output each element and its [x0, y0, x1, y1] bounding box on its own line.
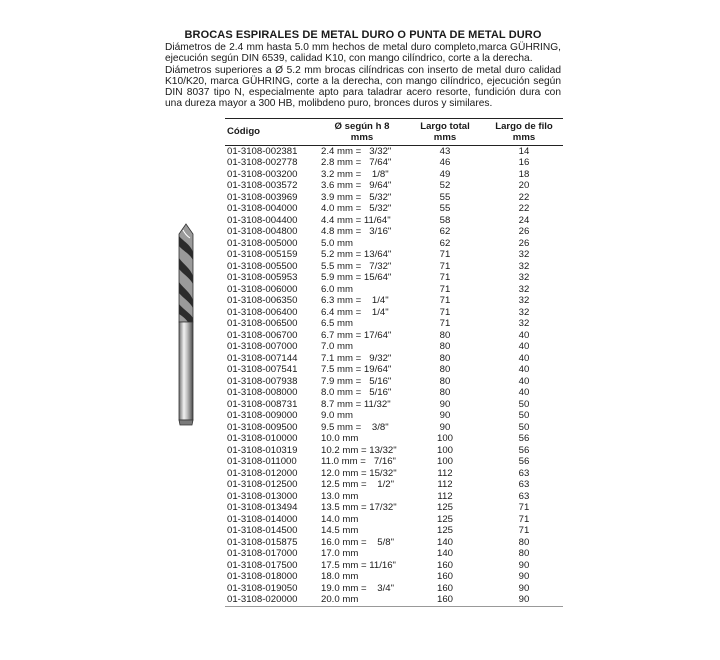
cell-diameter: 18.0 mm: [321, 571, 359, 582]
table-row: [225, 560, 563, 572]
cell-flute-length: 90: [518, 559, 530, 571]
cell-total-length: 90: [439, 410, 451, 421]
cell-diameter: 5.5 mm = 7/32": [321, 260, 392, 272]
table-row: [225, 272, 563, 284]
cell-code: 01-3108-018000: [227, 571, 298, 582]
cell-total-length: 55: [439, 191, 451, 203]
cell-flute-length: 90: [485, 594, 563, 606]
table-row: [225, 537, 563, 549]
cell-diameter: 8.0 mm = 5/16": [321, 387, 392, 398]
cell-code: 01-3108-004400: [227, 214, 298, 226]
table-row: [225, 399, 563, 411]
cell-flute-length: 32: [518, 283, 530, 295]
cell-diameter: 6.5 mm: [321, 318, 353, 329]
cell-flute-length: 71: [518, 502, 530, 513]
cell-code: 01-3108-004000: [227, 203, 298, 214]
cell-flute-length: 50: [518, 421, 530, 433]
cell-code: 01-3108-015875: [227, 536, 298, 548]
cell-total-length: 49: [439, 168, 451, 180]
table-row: [225, 479, 563, 491]
cell-diameter: 6.3 mm = 1/4": [321, 295, 389, 306]
header-diameter: Ø según h 8 mms: [334, 121, 390, 143]
cell-code: 01-3108-017500: [227, 559, 298, 571]
cell-diameter: 13.0 mm: [321, 490, 359, 502]
cell-diameter: 6.7 mm = 17/64": [321, 329, 392, 341]
cell-diameter: 17.0 mm: [321, 548, 359, 559]
cell-diameter: 8.7 mm = 11/32": [321, 398, 391, 410]
table-body: [225, 145, 563, 606]
cell-code: 01-3108-012500: [227, 479, 298, 490]
cell-diameter: 7.5 mm = 19/64": [321, 364, 392, 375]
cell-diameter: 3.6 mm = 9/64": [321, 180, 392, 191]
cell-flute-length: 71: [518, 513, 530, 525]
cell-diameter: 19.0 mm = 3/4": [321, 582, 394, 594]
cell-total-length: 112: [437, 479, 453, 490]
table-row: [225, 261, 563, 273]
cell-total-length: 80: [439, 364, 451, 375]
cell-flute-length: 24: [518, 214, 530, 226]
cell-flute-length: 22: [518, 203, 530, 214]
cell-flute-length: 16: [518, 157, 530, 168]
cell-diameter: 14.0 mm: [321, 513, 359, 525]
cell-diameter: 10.2 mm = 13/32": [321, 444, 397, 456]
cell-diameter: 4.8 mm = 3/16": [321, 226, 392, 237]
cell-flute-length: 40: [518, 341, 530, 352]
cell-code: 01-3108-005159: [227, 249, 298, 260]
cell-flute-length: 63: [518, 490, 530, 502]
cell-code: 01-3108-014000: [227, 513, 298, 525]
cell-code: 01-3108-005000: [227, 237, 298, 249]
table-row: [225, 215, 563, 227]
cell-flute-length: 63: [518, 467, 530, 479]
cell-total-length: 140: [436, 548, 453, 559]
cell-total-length: 80: [439, 329, 451, 341]
cell-total-length: 112: [437, 490, 453, 502]
table-row: [225, 203, 563, 215]
cell-total-length: 100: [436, 433, 453, 444]
cell-diameter: 12.0 mm = 15/32": [321, 467, 397, 479]
cell-total-length: 58: [439, 214, 451, 226]
cell-code: 01-3108-003969: [227, 191, 298, 203]
cell-total-length: 43: [439, 145, 451, 157]
cell-diameter: 9.5 mm = 3/8": [321, 421, 389, 433]
cell-total-length: 112: [437, 467, 453, 479]
cell-diameter: 4.0 mm = 5/32": [321, 203, 392, 214]
cell-total-length: 140: [436, 536, 453, 548]
cell-flute-length: 22: [518, 191, 530, 203]
cell-diameter: 12.5 mm = 1/2": [321, 479, 394, 490]
cell-code: 01-3108-012000: [227, 467, 298, 479]
cell-code: 01-3108-006000: [227, 283, 298, 295]
cell-flute-length: 32: [518, 249, 530, 260]
table-row: [225, 468, 563, 480]
cell-code: 01-3108-009000: [227, 410, 298, 421]
table-row: [225, 456, 563, 468]
table-row: [225, 583, 563, 595]
cell-flute-length: 50: [518, 410, 530, 421]
cell-flute-length: 71: [518, 525, 530, 536]
cell-diameter: 3.2 mm = 1/8": [321, 168, 389, 180]
twist-drill-icon: [172, 222, 200, 428]
cell-code: 01-3108-005500: [227, 260, 298, 272]
cell-code: 01-3108-008731: [227, 398, 298, 410]
cell-flute-length: 14: [518, 145, 530, 157]
cell-code: 01-3108-013000: [227, 490, 298, 502]
cell-diameter: 7.1 mm = 9/32": [321, 352, 392, 364]
cell-code: 01-3108-010000: [227, 433, 298, 444]
cell-code: 01-3108-017000: [227, 548, 298, 559]
table-row: [225, 318, 563, 330]
table-row: [225, 364, 563, 376]
table-row: [225, 284, 563, 296]
cell-flute-length: 32: [518, 295, 530, 306]
table-header-row: [225, 119, 563, 145]
table-row: [225, 422, 563, 434]
cell-diameter: 20.0 mm: [319, 594, 405, 606]
table-row: [225, 341, 563, 353]
cell-diameter: 11.0 mm = 7/16": [321, 456, 396, 467]
table-row: [225, 169, 563, 181]
table-row: [225, 180, 563, 192]
cell-flute-length: 50: [518, 398, 530, 410]
cell-flute-length: 26: [518, 237, 530, 249]
cell-flute-length: 32: [518, 272, 530, 283]
cell-code: 01-3108-005953: [227, 272, 298, 283]
table-row: [225, 433, 563, 445]
cell-diameter: 5.2 mm = 13/64": [321, 249, 392, 260]
cell-code: 01-3108-007000: [227, 341, 298, 352]
cell-code: 01-3108-002778: [227, 157, 298, 168]
cell-diameter: 6.4 mm = 1/4": [321, 306, 389, 318]
cell-code: 01-3108-010319: [227, 444, 298, 456]
cell-diameter: 17.5 mm = 11/16": [321, 559, 396, 571]
cell-code: 01-3108-006400: [227, 306, 298, 318]
cell-total-length: 160: [436, 582, 453, 594]
cell-flute-length: 56: [518, 456, 530, 467]
drill-specs-table: [225, 118, 563, 607]
cell-diameter: 5.0 mm: [321, 237, 353, 249]
cell-total-length: 160: [436, 559, 453, 571]
cell-total-length: 71: [439, 295, 451, 306]
table-row: [225, 525, 563, 537]
cell-diameter: 2.8 mm = 7/64": [321, 157, 392, 168]
cell-flute-length: 32: [518, 306, 530, 318]
cell-total-length: 62: [439, 237, 451, 249]
cell-code: 01-3108-020000: [225, 594, 319, 606]
table-row: [225, 387, 563, 399]
cell-flute-length: 32: [518, 260, 530, 272]
cell-total-length: 71: [439, 318, 451, 329]
cell-diameter: 7.9 mm = 5/16": [321, 375, 392, 387]
header-flute-length: Largo de filo mms: [495, 121, 553, 143]
table-row: [225, 445, 563, 457]
table-row: [225, 249, 563, 261]
cell-code: 01-3108-007144: [227, 352, 298, 364]
cell-total-length: 71: [439, 306, 451, 318]
table-row: [225, 226, 563, 238]
table-row: [225, 330, 563, 342]
cell-flute-length: 18: [518, 168, 530, 180]
table-row: [225, 307, 563, 319]
cell-code: 01-3108-003572: [227, 180, 298, 191]
cell-flute-length: 63: [518, 479, 530, 490]
cell-diameter: 6.0 mm: [321, 283, 353, 295]
cell-diameter: 5.9 mm = 15/64": [321, 272, 392, 283]
table-row: [225, 157, 563, 169]
page-title: BROCAS ESPIRALES DE METAL DURO O PUNTA DE METAL DURO: [184, 29, 542, 41]
cell-flute-length: 80: [518, 536, 530, 548]
cell-flute-length: 26: [518, 226, 530, 237]
cell-total-length: 71: [439, 249, 451, 260]
header-total-length: Largo total mms: [420, 121, 470, 143]
table-row: [225, 514, 563, 526]
cell-total-length: 100: [436, 456, 453, 467]
header-code: Código: [227, 126, 261, 137]
cell-flute-length: 32: [518, 318, 530, 329]
description-paragraph-carbide-tipped: Diámetros superiores a Ø 5.2 mm brocas cilíndricas con inserto de metal duro calidad K10/K20, marca GÜHRING, corte a la derecha, con mango cilíndrico, ejecución según DIN 8037 tipo N, especialmente apto para taladrar acero resorte, fundición dura con una dureza mayor a 300 HB, molibdeno puro, bronces duros y similares.: [165, 64, 561, 110]
cell-flute-length: 80: [518, 548, 530, 559]
cell-total-length: 80: [439, 352, 451, 364]
cell-diameter: 13.5 mm = 17/32": [321, 502, 397, 513]
cell-total-length: 90: [439, 398, 451, 410]
cell-flute-length: 40: [518, 387, 530, 398]
cell-total-length: 160: [436, 571, 453, 582]
cell-code: 01-3108-013494: [227, 502, 298, 513]
cell-diameter: 14.5 mm: [321, 525, 359, 536]
table-row: [225, 410, 563, 422]
table-row: [225, 192, 563, 204]
cell-total-length: 160: [405, 594, 485, 606]
table-row: [225, 353, 563, 365]
cell-flute-length: 40: [518, 364, 530, 375]
cell-flute-length: 90: [518, 582, 530, 594]
cell-diameter: 4.4 mm = 11/64": [321, 214, 391, 226]
cell-diameter: 3.9 mm = 5/32": [321, 191, 392, 203]
cell-flute-length: 40: [518, 329, 530, 341]
cell-diameter: 10.0 mm: [321, 433, 359, 444]
cell-total-length: 80: [439, 375, 451, 387]
cell-code: 01-3108-007938: [227, 375, 298, 387]
cell-total-length: 52: [439, 180, 451, 191]
cell-diameter: 9.0 mm: [321, 410, 353, 421]
cell-diameter: 2.4 mm = 3/32": [321, 145, 392, 157]
table-row: [225, 295, 563, 307]
cell-code: 01-3108-006500: [227, 318, 298, 329]
cell-code: 01-3108-009500: [227, 421, 298, 433]
cell-total-length: 100: [436, 444, 453, 456]
cell-flute-length: 56: [518, 444, 530, 456]
cell-total-length: 71: [439, 272, 451, 283]
cell-code: 01-3108-014500: [227, 525, 298, 536]
description-paragraph-solid-carbide: Diámetros de 2.4 mm hasta 5.0 mm hechos de metal duro completo,marca GÜHRING, ejecución según DIN 6539, calidad K10, con mango cilíndrico, corte a la derecha.: [165, 42, 561, 65]
cell-flute-length: 40: [518, 375, 530, 387]
cell-flute-length: 40: [518, 352, 530, 364]
cell-total-length: 71: [439, 260, 451, 272]
cell-total-length: 46: [439, 157, 451, 168]
cell-total-length: 90: [439, 421, 451, 433]
table-row: [225, 571, 563, 583]
cell-code: 01-3108-002381: [227, 145, 298, 157]
table-row: [225, 502, 563, 514]
cell-total-length: 71: [439, 283, 451, 295]
cell-code: 01-3108-004800: [227, 226, 298, 237]
cell-total-length: 55: [439, 203, 451, 214]
cell-code: 01-3108-006350: [227, 295, 298, 306]
cell-diameter: 16.0 mm = 5/8": [321, 536, 394, 548]
table-row: [225, 376, 563, 388]
cell-code: 01-3108-008000: [227, 387, 298, 398]
table-row: [225, 491, 563, 503]
cell-total-length: 80: [439, 387, 451, 398]
cell-flute-length: 56: [518, 433, 530, 444]
cell-code: 01-3108-011000: [227, 456, 297, 467]
cell-diameter: 7.0 mm: [321, 341, 353, 352]
cell-flute-length: 20: [518, 180, 530, 191]
cell-total-length: 125: [436, 525, 453, 536]
cell-code: 01-3108-003200: [227, 168, 298, 180]
cell-total-length: 125: [436, 513, 453, 525]
cell-code: 01-3108-006700: [227, 329, 298, 341]
description: [165, 42, 561, 110]
cell-total-length: 80: [439, 341, 451, 352]
cell-code: 01-3108-019050: [227, 582, 298, 594]
table-row: [225, 594, 563, 606]
table-row: [225, 548, 563, 560]
table-row: [225, 238, 563, 250]
cell-total-length: 62: [439, 226, 451, 237]
cell-flute-length: 90: [518, 571, 530, 582]
cell-total-length: 125: [436, 502, 453, 513]
table-row: [225, 145, 563, 157]
cell-code: 01-3108-007541: [227, 364, 298, 375]
